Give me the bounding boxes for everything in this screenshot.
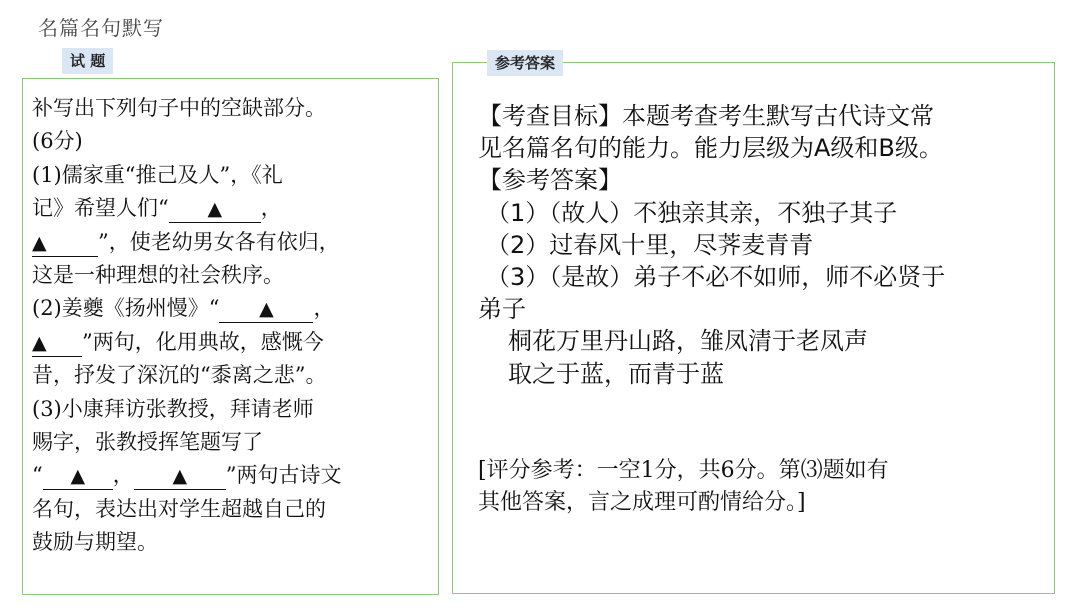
question-line: 这是一种理想的社会秩序。 [32,263,284,288]
blank-mark: ▲ [32,231,47,254]
question-fragment: ”两句古诗文 [225,463,342,488]
answer-line: 【参考答案】 [478,166,622,195]
answer-line: 弟子 [478,295,526,324]
answer-line: 【考查目标】本题考查考生默写古代诗文常 [478,102,934,130]
answer-blank [134,462,226,490]
question-line [32,192,432,225]
question-line: (6分) [32,129,83,154]
blank-mark: ▲ [172,465,188,488]
answer-blank [219,295,313,323]
question-fragment: (2)姜夔《扬州慢》“ [32,296,220,321]
question-fragment: ， [313,296,335,321]
question-fragment: ”两句，化用典故，感慨今 [82,329,324,354]
blank-mark: ▲ [70,465,86,488]
scoring-note-line: [评分参考：一空1分，共6分。第⑶题如有 [478,458,889,483]
answer-line: 取之于蓝，而青于蓝 [508,359,724,388]
question-tag: 试 题 [62,48,113,74]
question-fragment: ， [112,463,134,488]
question-fragment: ”，使老幼男女各有依归， [98,229,340,254]
question-fragment: ， [260,196,282,221]
blank-mark: ▲ [259,298,274,321]
question-line [32,292,432,325]
page-title: 名篇名句默写 [38,16,164,40]
answer-line: 见名篇名句的能力。能力层级为A级和B级。 [478,134,943,163]
question-fragment: 记》希望人们“ [32,196,169,221]
question-line: 鼓励与期望。 [32,530,158,555]
answer-blank [43,462,113,490]
question-line: 补写出下列句子中的空缺部分。 [32,96,326,120]
question-fragment: “ [32,463,43,488]
question-line: 名句，表达出对学生超越自己的 [32,496,326,521]
question-line: (3)小康拜访张教授，拜请老师 [32,396,314,421]
question-line [32,326,432,359]
question-line: (1)儒家重“推己及人”，《礼 [32,162,283,187]
answer-tag: 参考答案 [487,50,563,76]
answer-line: （1）（故人）不独亲其亲，不独子其子 [486,198,898,227]
question-line: 赐字，张教授挥笔题写了 [32,430,263,455]
question-line: 昔，抒发了深沉的“黍离之悲”。 [32,363,327,388]
answer-line: （2）过春风十里，尽荠麦青青 [486,230,814,259]
blank-mark: ▲ [207,198,223,221]
question-line [32,226,432,259]
question-text [32,92,432,560]
answer-line: （3）（是故）弟子不必不如师，师不必贤于 [486,263,946,292]
scoring-note [478,455,1048,519]
answer-blank [169,195,261,223]
answer-text [478,100,1048,390]
answer-blank [32,329,82,357]
scoring-note-line: 其他答案，言之成理可酌情给分。] [478,490,806,515]
question-line [32,459,432,492]
blank-mark: ▲ [32,331,47,354]
answer-blank [32,229,98,257]
answer-line: 桐花万里丹山路，雏凤清于老凤声 [508,327,868,356]
